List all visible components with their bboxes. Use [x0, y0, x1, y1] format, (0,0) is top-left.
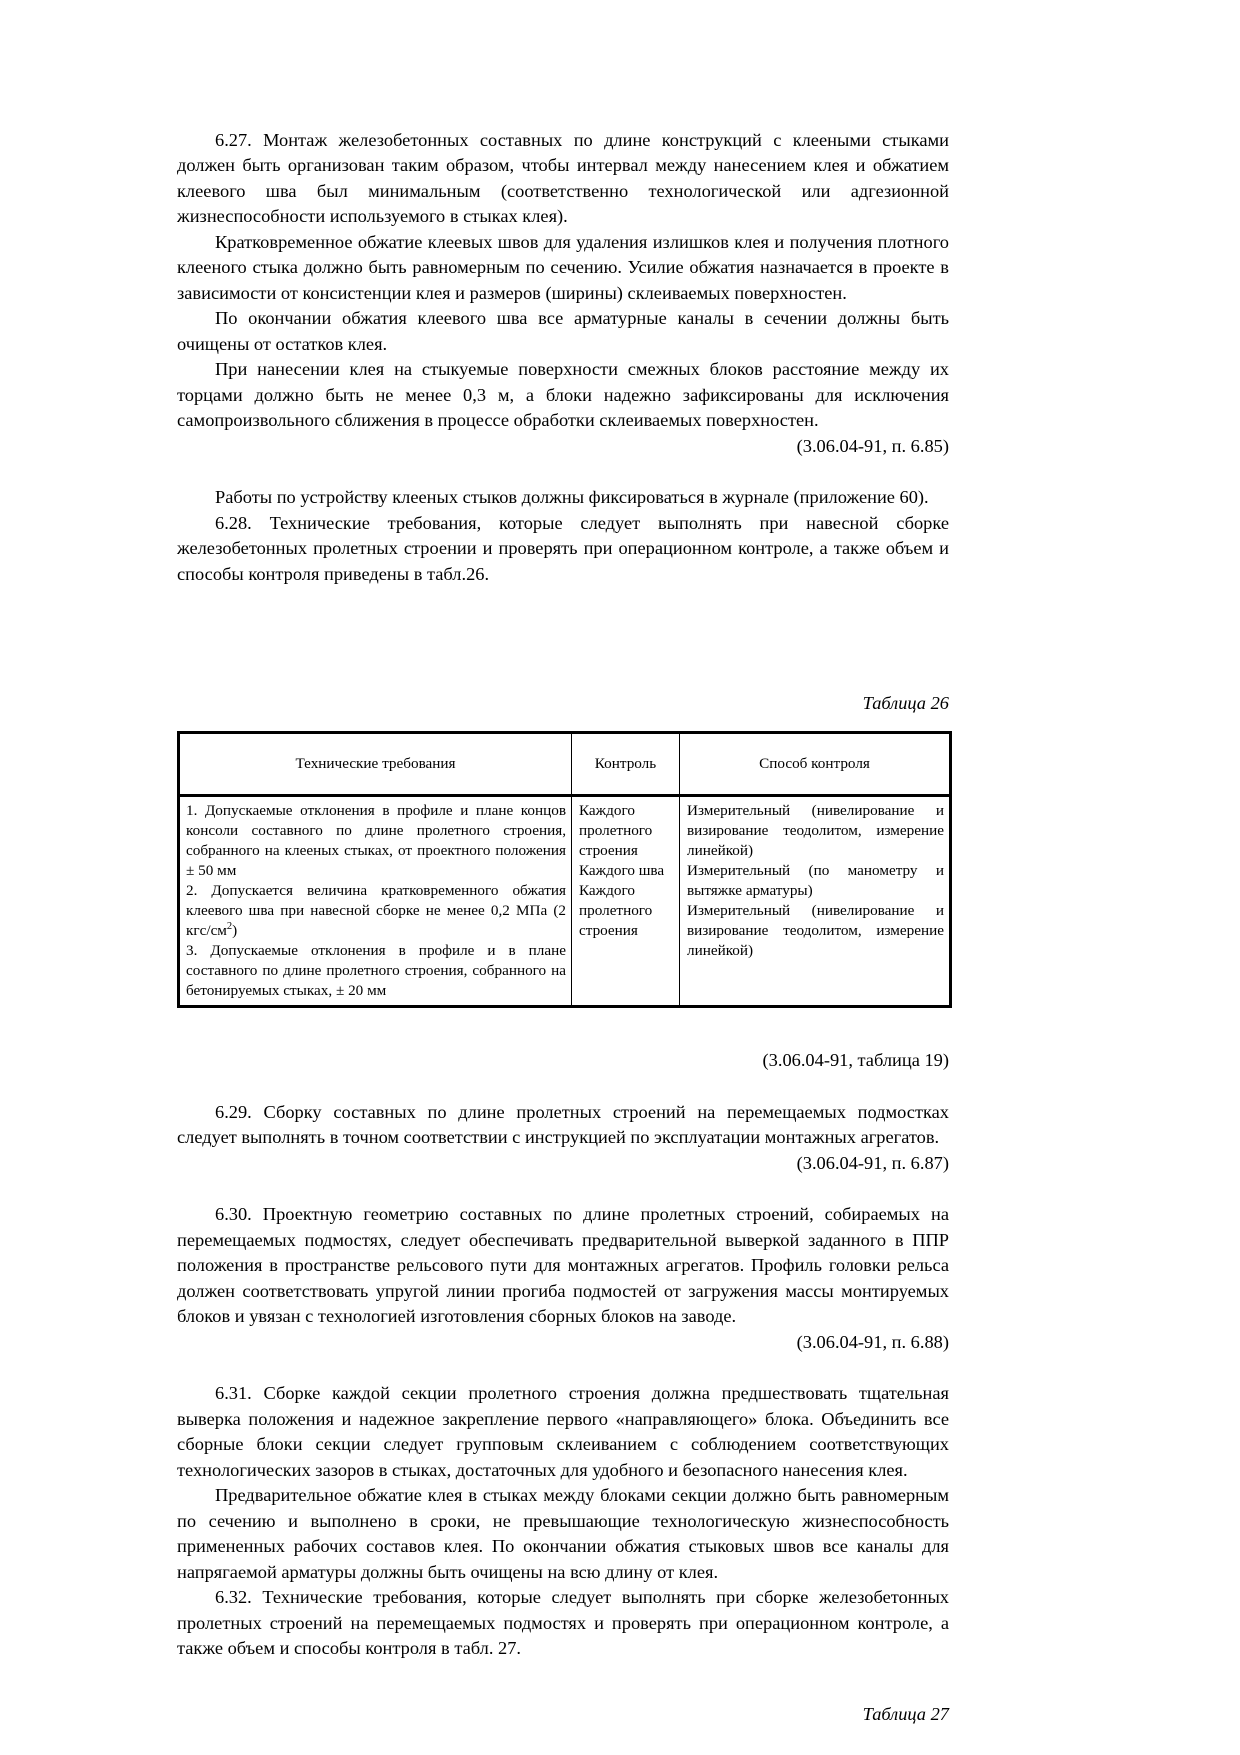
spacer — [177, 1355, 949, 1381]
table-row — [179, 795, 951, 1007]
cell-control — [572, 795, 680, 1007]
spacer — [177, 459, 949, 485]
spacer-before-table-26-caption — [177, 651, 949, 691]
table-27-caption: Таблица 27 — [862, 1703, 949, 1724]
reference-3-06-04-91-table-19: (3.06.04-91, таблица 19) — [762, 1050, 949, 1071]
paragraph-6-31: 6.31. Сборке каждой секции пролетного строения должна предшествовать тщательная выверка положения и надежное закрепление первого «направляющего» блока. Объединить все сборные блоки секции следует групповым склеиванием с соблюдением соответствующих технологических зазоров в стыках, достаточных для удобного и безопасного нанесения клея. — [177, 1383, 949, 1480]
table-header-row — [179, 732, 951, 795]
requirement-item-2 — [186, 881, 566, 941]
paragraph-compression: Кратковременное обжатие клеевых швов для удаления излишков клея и получения плотного клееного стыка должно быть равномерным по сечению. Усилие обжатия назначается в проекте в зависимости от консистенции клея и размеров (ширины) склеиваемых поверхностен. — [177, 231, 949, 303]
table-26 — [177, 731, 952, 1009]
cell-requirements — [179, 795, 572, 1007]
column-header-control: Контроль — [572, 732, 680, 795]
spacer-before-table-27-caption — [177, 1662, 949, 1702]
reference-3-06-04-91-p-6-87: (3.06.04-91, п. 6.87) — [796, 1152, 949, 1173]
control-item-3: Каждого пролетного строения — [579, 881, 653, 940]
table-26-body — [179, 795, 951, 1007]
table-26-header — [179, 732, 951, 795]
requirement-item-2-text: 2. Допускается величина кратковременного обжатия клеевого шва при навесной сборке не менее 0,2 МПа (2 кгс/см — [186, 881, 566, 940]
spacer — [177, 717, 949, 731]
column-header-control-method: Способ контроля — [680, 732, 951, 795]
paragraph-6-31-b: Предварительное обжатие клея в стыках между блоками секции должно быть равномерным по сечению и выполнено в сроки, не превышающие технологическую жизнеспособность примененных рабочих составов клея. По окончании обжатия стыковых швов все каналы для напрягаемой арматуры должны быть очищены на всю длину от клея. — [177, 1485, 949, 1582]
control-item-2: Каждого шва — [579, 861, 665, 879]
requirement-item-1: 1. Допускаемые отклонения в профиле и плане концов консоли составного по длине пролетного строения, собранного на клееных стыках, от проектного положения ± 50 мм — [186, 801, 566, 879]
paragraph-glue-application: При нанесении клея на стыкуемые поверхности смежных блоков расстояние между их торцами должно быть не менее 0,3 м, а блоки надежно зафиксированы для исключения самопроизвольного сближения в процессе обработки склеиваемых поверхностен. — [177, 359, 949, 431]
paragraph-6-29: 6.29. Сборку составных по длине пролетных строений на перемещаемых подмостках следует выполнять в точном соответствии с инструкцией по эксплуатации монтажных агрегатов. — [177, 1101, 949, 1148]
requirement-item-3: 3. Допускаемые отклонения в профиле и в плане составного по длине пролетного строения, собранного на бетонируемых стыках, ± 20 мм — [186, 942, 566, 1000]
spacer — [177, 1074, 949, 1100]
method-item-2: Измерительный (по манометру и вытяжке арматуры) — [687, 861, 944, 899]
column-header-technical-requirements: Технические требования — [179, 732, 572, 795]
requirement-item-2-tail: ) — [232, 922, 238, 940]
control-item-1: Каждого пролетного строения — [579, 801, 653, 859]
method-item-1: Измерительный (нивелирование и визирование теодолитом, измерение линейкой) — [687, 801, 944, 859]
table-26-caption: Таблица 26 — [862, 693, 949, 714]
reference-3-06-04-91-p-6-88: (3.06.04-91, п. 6.88) — [796, 1331, 949, 1352]
cell-control-method — [680, 795, 951, 1007]
spacer-before-table-26 — [177, 587, 949, 651]
reference-3-06-04-91-p-6-85: (3.06.04-91, п. 6.85) — [796, 435, 949, 456]
paragraph-6-28: 6.28. Технические требования, которые следует выполнять при навесной сборке железобетонных пролетных строении и проверять при операционном контроле, а также объем и способы контроля приведены в табл.26. — [177, 512, 949, 584]
spacer-after-table-26 — [177, 1008, 949, 1048]
paragraph-6-30: 6.30. Проектную геометрию составных по длине пролетных строений, собираемых на перемещаемых подмостях, следует обеспечивать предварительной выверкой заданного в ППР положения в пространстве рельсового пути для монтажных агрегатов. Профиль головки рельса должен соответствовать упругой линии прогиба подмостей от загружения массы монтируемых блоков и увязан с технологией изготовления сборных блоков на заводе. — [177, 1204, 949, 1327]
requirement-item-2-superscript: 2 — [226, 921, 233, 933]
paragraph-6-32: 6.32. Технические требования, которые следует выполнять при сборке железобетонных пролетных строений на перемещаемых подмостях и проверять при операционном контроле, а также объем и способы контроля в табл. 27. — [177, 1587, 949, 1659]
method-item-3: Измерительный (нивелирование и визирование теодолитом, измерение линейкой) — [687, 902, 944, 960]
paragraph-6-27: 6.27. Монтаж железобетонных составных по длине конструкций с клееными стыками должен быть организован таким образом, чтобы интервал между нанесением клея и обжатием клеевого шва был минимальным (соответственно технологической или адгезионной жизнеспособности используемого в стыках клея). — [177, 130, 949, 227]
page-content — [177, 128, 949, 1727]
spacer — [177, 1176, 949, 1202]
paragraph-journal-record: Работы по устройству клееных стыков должны фиксироваться в журнале (приложение 60). — [215, 487, 929, 508]
paragraph-channels-cleaning: По окончании обжатия клеевого шва все арматурные каналы в сечении должны быть очищены от остатков клея. — [177, 308, 949, 354]
